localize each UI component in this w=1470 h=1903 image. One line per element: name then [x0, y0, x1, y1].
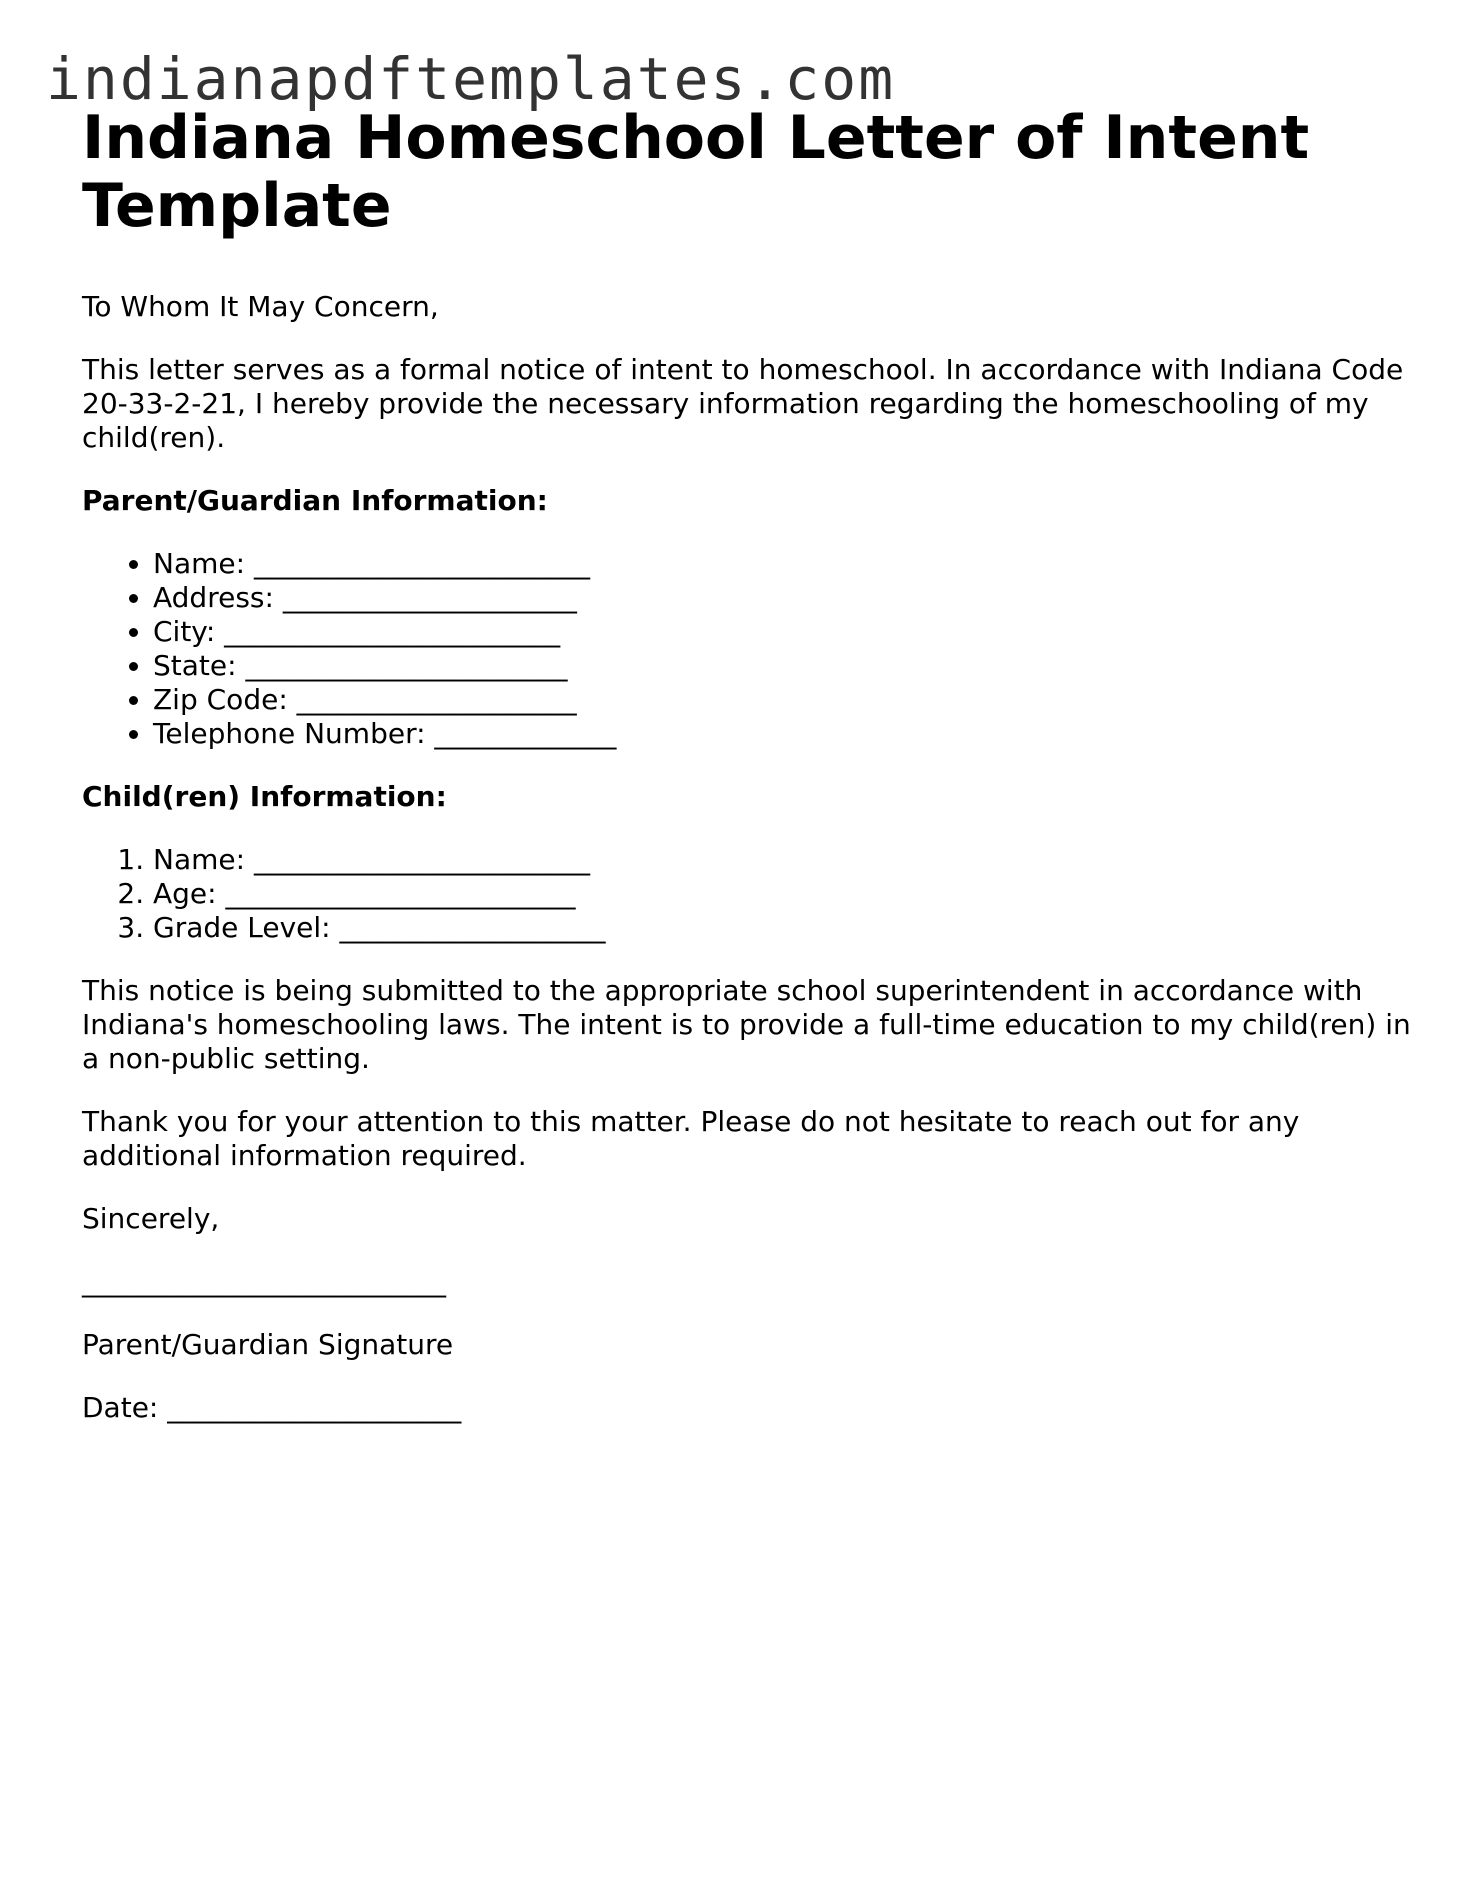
intro-paragraph: This letter serves as a formal notice of intent to homeschool. In accordance with Indiana Code 20-33-2-21, I hereby provide the necessary information regarding the homeschooling of my child(ren). [82, 353, 1404, 454]
thanks-paragraph: Thank you for your attention to this matter. Please do not hesitate to reach out for any additional information required. [82, 1105, 1300, 1172]
closing: Sincerely, [82, 1202, 220, 1235]
parent-info-list [82, 547, 1412, 751]
salutation: To Whom It May Concern, [82, 290, 439, 323]
page-title: Indiana Homeschool Letter of Intent Template [82, 103, 1310, 241]
child-age-field: 2. Age: _________________________ [153, 877, 1412, 911]
parent-name-field: • Name: ________________________ [153, 547, 1412, 581]
signature-line: __________________________ [82, 1265, 446, 1298]
date-field: Date: _____________________ [82, 1391, 462, 1424]
parent-address-field: • Address: _____________________ [153, 581, 1412, 615]
child-section-heading: Child(ren) Information: [82, 780, 447, 813]
notice-paragraph: This notice is being submitted to the appropriate school superintendent in accordance with Indiana's homeschooling laws. The intent is to provide a full-time education to my child(ren) in a non-public setting. [82, 974, 1411, 1075]
signature-label: Parent/Guardian Signature [82, 1328, 454, 1361]
child-grade-field: 3. Grade Level: ___________________ [153, 911, 1412, 945]
child-name-field: 1. Name: ________________________ [153, 843, 1412, 877]
parent-state-field: • State: _______________________ [153, 649, 1412, 683]
letter-document [82, 104, 1412, 1454]
parent-city-field: • City: ________________________ [153, 615, 1412, 649]
site-watermark: indianapdftemplates.com [46, 45, 896, 113]
parent-phone-field: • Telephone Number: _____________ [153, 717, 1412, 751]
parent-section-heading: Parent/Guardian Information: [82, 484, 548, 517]
child-info-list [82, 843, 1412, 945]
parent-zip-field: • Zip Code: ____________________ [153, 683, 1412, 717]
